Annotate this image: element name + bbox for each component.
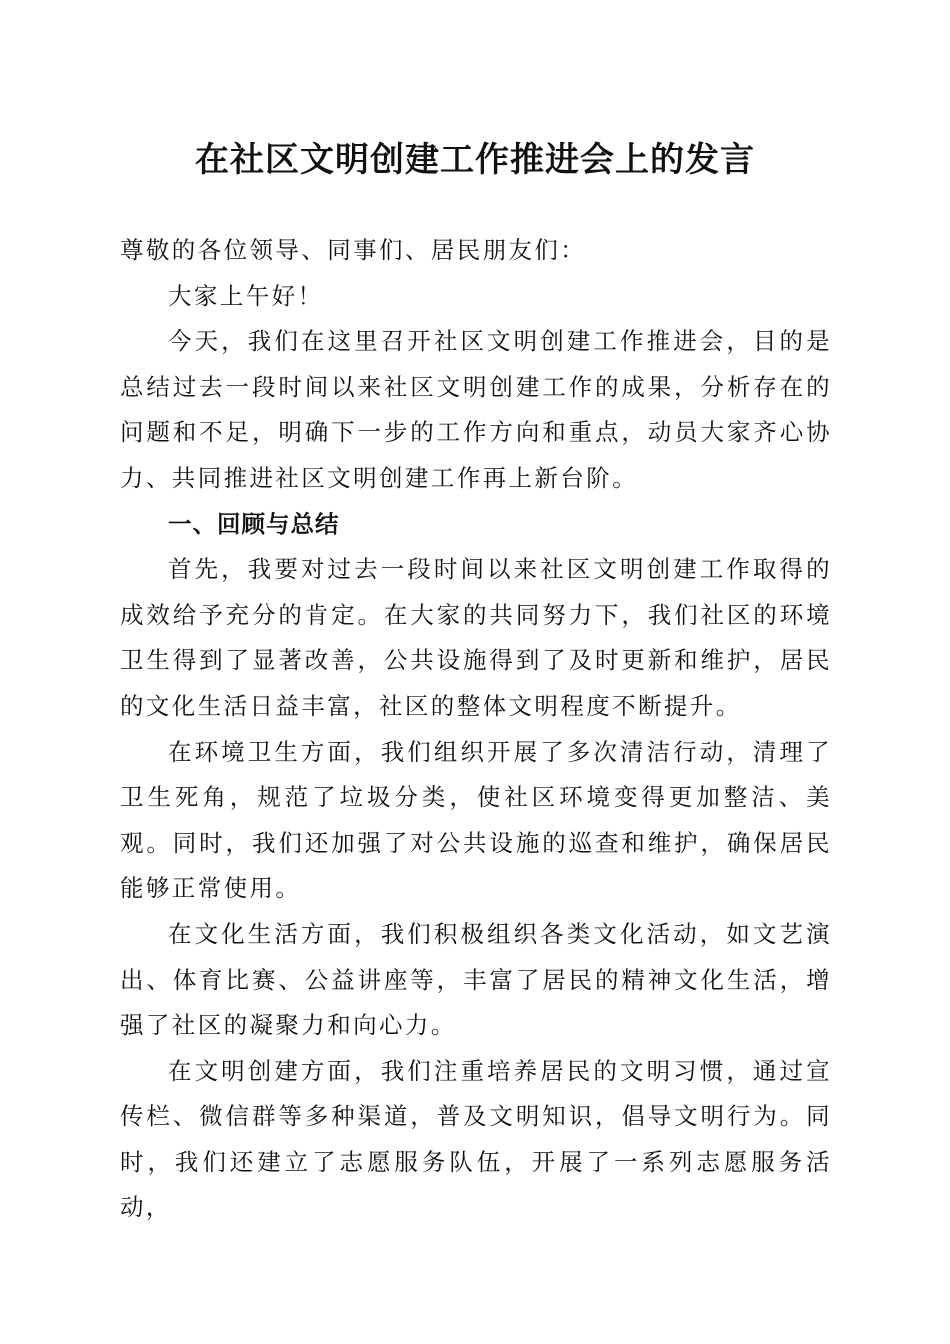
body-paragraph: 在文化生活方面，我们积极组织各类文化活动，如文艺演出、体育比赛、公益讲座等，丰富了居民的精神文化生活，增强了社区的凝聚力和向心力。 xyxy=(120,919,832,1040)
body-paragraph: 在文明创建方面，我们注重培养居民的文明习惯，通过宣传栏、微信群等多种渠道，普及文明知识，倡导文明行为。同时，我们还建立了志愿服务队伍，开展了一系列志愿服务活动， xyxy=(120,1056,832,1222)
body-paragraph: 首先，我要对过去一段时间以来社区文明创建工作取得的成效给予充分的肯定。在大家的共同努力下，我们社区的环境卫生得到了显著改善，公共设施得到了及时更新和维护，居民的文化生活日益丰富，社区的整体文明程度不断提升。 xyxy=(120,555,832,720)
intro-paragraph: 今天，我们在这里召开社区文明创建工作推进会，目的是总结过去一段时间以来社区文明创建工作的成果，分析存在的问题和不足，明确下一步的工作方向和重点，动员大家齐心协力、共同推进社区文明创建工作再上新台阶。 xyxy=(120,327,832,492)
document-body xyxy=(120,228,832,1231)
body-paragraph: 在环境卫生方面，我们组织开展了多次清洁行动，清理了卫生死角，规范了垃圾分类，使社区环境变得更加整洁、美观。同时，我们还加强了对公共设施的巡查和维护，确保居民能够正常使用。 xyxy=(120,737,832,903)
salutation: 尊敬的各位领导、同事们、居民朋友们： xyxy=(120,236,587,264)
greeting: 大家上午好！ xyxy=(168,281,324,310)
document-title: 在社区文明创建工作推进会上的发言 xyxy=(195,140,755,180)
section-heading-review: 一、回顾与总结 xyxy=(168,509,340,538)
